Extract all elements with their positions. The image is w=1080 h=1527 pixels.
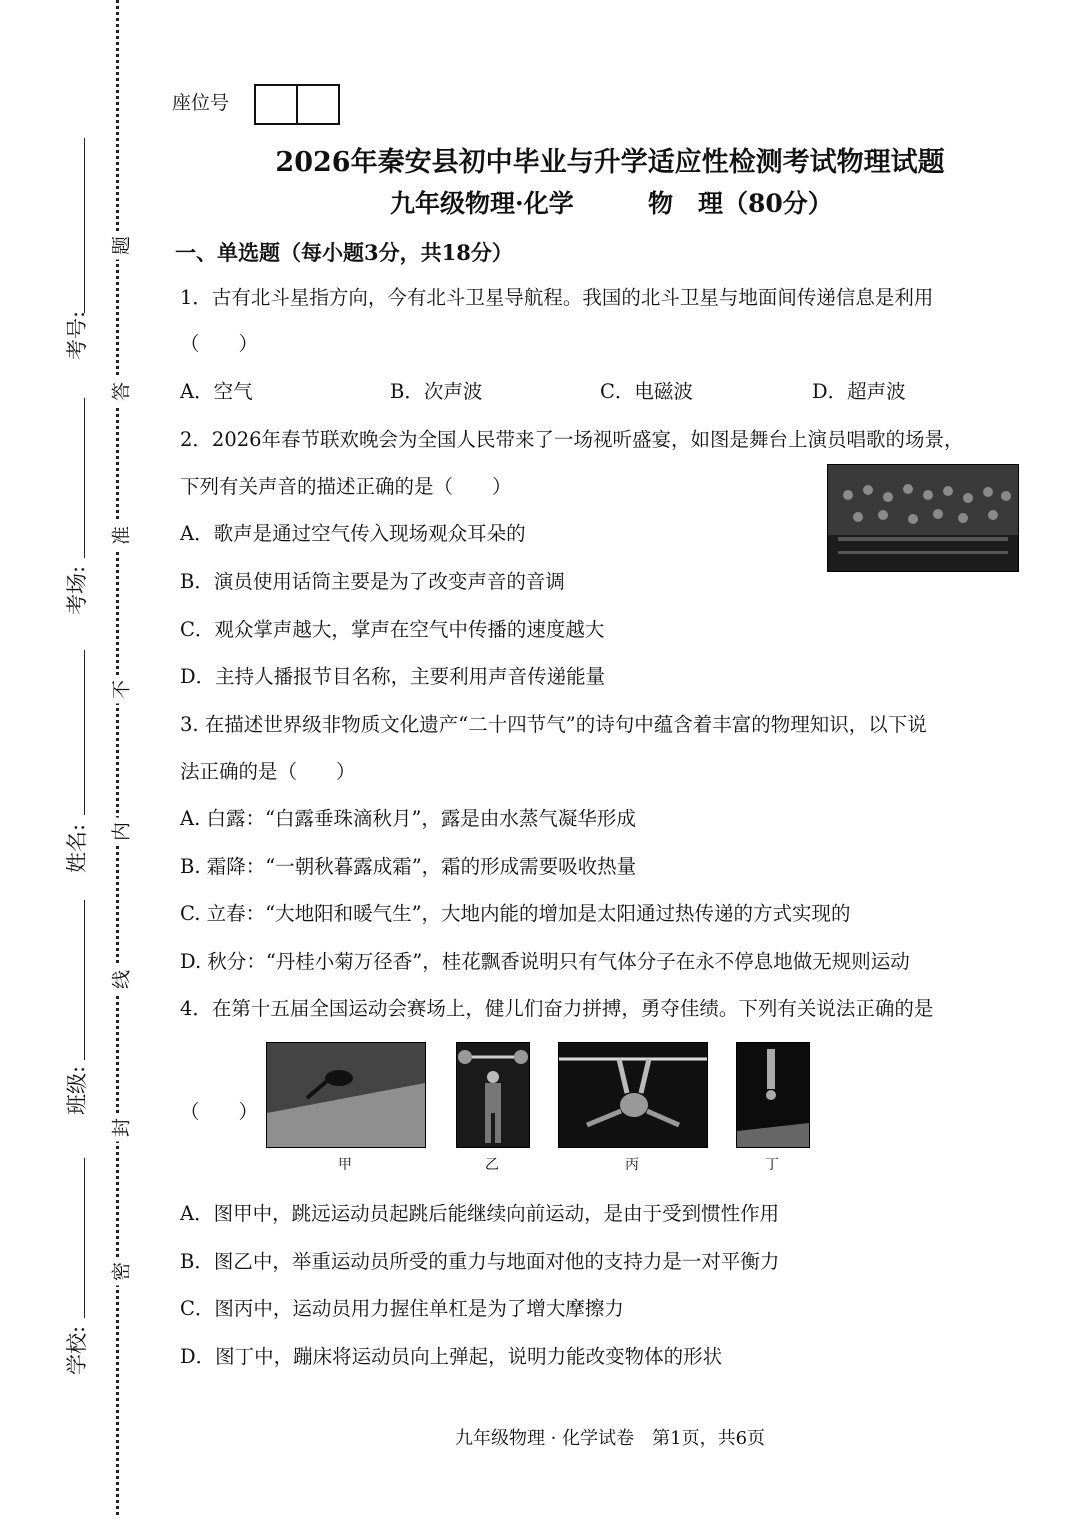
q2-stem-line1: 2．2026年春节联欢晚会为全国人民带来了一场视听盛宴，如图是舞台上演员唱歌的场景， [180, 428, 964, 451]
exam-room-label: 考场: [65, 565, 89, 615]
section-title: 一、单选题（每小题3分，共18分） [175, 240, 513, 265]
seat-box-2[interactable] [296, 84, 340, 125]
q3-option-c: C. 立春：“大地阳和暖气生”，大地内能的增加是太阳通过热传递的方式实现的 [180, 902, 851, 925]
q2-option-c: C．观众掌声越大，掌声在空气中传播的速度越大 [180, 618, 605, 641]
weightlifting-illustration [457, 1043, 529, 1147]
name-blank[interactable] [84, 650, 85, 815]
caption-jia: 甲 [338, 1157, 352, 1173]
exam-number-blank[interactable] [84, 138, 85, 313]
photo-bing-high-bar [558, 1042, 708, 1148]
photo-ding-trampoline [736, 1042, 810, 1148]
q4-option-a: A．图甲中，跳远运动员起跳后能继续向前运动，是由于受到惯性作用 [180, 1202, 780, 1225]
school-blank[interactable] [84, 1158, 85, 1318]
page-footer: 九年级物理 · 化学试卷 第1页，共6页 [454, 1428, 766, 1449]
high-bar-illustration [559, 1043, 707, 1147]
q1-option-b: B．次声波 [390, 380, 483, 403]
exam-number-label: 考号: [65, 310, 89, 360]
photo-jia-long-jump [266, 1042, 426, 1148]
seal-char-da: 答 [107, 378, 134, 406]
q1-stem: 1．古有北斗星指方向，今有北斗卫星导航程。我国的北斗卫星与地面间传递信息是利用 [180, 286, 934, 309]
name-label: 姓名: [65, 823, 89, 873]
class-blank[interactable] [84, 900, 85, 1060]
q2-stem-line2: 下列有关声音的描述正确的是（ ） [180, 475, 512, 498]
q4-stem: 4．在第十五届全国运动会赛场上，健儿们奋力拼搏，勇夺佳绩。下列有关说法正确的是 [180, 997, 934, 1020]
seal-char-zhun: 准 [107, 522, 134, 550]
q1-option-c: C．电磁波 [600, 380, 693, 403]
q3-stem-line2: 法正确的是（ ） [180, 760, 356, 783]
long-jump-illustration [267, 1043, 425, 1147]
q1-option-a: A．空气 [180, 380, 253, 403]
q4-option-b: B．图乙中，举重运动员所受的重力与地面对他的支持力是一对平衡力 [180, 1250, 780, 1273]
photo-yi-weightlifting [456, 1042, 530, 1148]
exam-room-blank[interactable] [84, 398, 85, 558]
exam-subtitle-subject: 物 理（80分） [648, 189, 833, 218]
q1-blank: （ ） [180, 332, 259, 355]
stage-photo-illustration [828, 465, 1018, 571]
seal-char-mi: 密 [107, 1258, 134, 1286]
seat-box-1[interactable] [254, 84, 298, 125]
school-label: 学校: [65, 1325, 89, 1375]
seal-char-bu: 不 [107, 676, 134, 704]
q4-option-d: D．图丁中，蹦床将运动员向上弹起，说明力能改变物体的形状 [180, 1345, 723, 1368]
binding-dotted-line [116, 0, 119, 1515]
seal-char-xian: 线 [107, 966, 134, 994]
seal-char-nei: 内 [107, 818, 134, 846]
stage-photo [827, 464, 1019, 572]
q3-option-b: B. 霜降：“一朝秋暮露成霜”，霜的形成需要吸收热量 [180, 855, 637, 878]
seal-char-feng: 封 [107, 1114, 134, 1142]
class-label: 班级: [65, 1065, 89, 1115]
q2-option-a: A．歌声是通过空气传入现场观众耳朵的 [180, 522, 526, 545]
trampoline-illustration [737, 1043, 809, 1147]
seat-number-label: 座位号 [172, 92, 230, 114]
q3-option-d: D. 秋分：“丹桂小菊万径香”，桂花飘香说明只有气体分子在永不停息地做无规则运动 [180, 950, 910, 973]
q1-option-d: D．超声波 [812, 380, 906, 403]
q4-option-c: C．图丙中，运动员用力握住单杠是为了增大摩擦力 [180, 1297, 624, 1320]
q3-stem-line1: 3. 在描述世界级非物质文化遗产“二十四节气”的诗句中蕴含着丰富的物理知识，以下说 [180, 713, 927, 736]
q2-option-b: B．演员使用话筒主要是为了改变声音的音调 [180, 570, 565, 593]
caption-ding: 丁 [765, 1157, 779, 1173]
q4-blank: （ ） [180, 1100, 259, 1123]
seal-char-ti: 题 [107, 232, 134, 260]
exam-title: 2026年秦安县初中毕业与升学适应性检测考试物理试题 [275, 147, 945, 178]
caption-yi: 乙 [485, 1157, 499, 1173]
q3-option-a: A. 白露：“白露垂珠滴秋月”，露是由水蒸气凝华形成 [180, 807, 636, 830]
caption-bing: 丙 [625, 1157, 639, 1173]
q2-option-d: D．主持人播报节目名称，主要利用声音传递能量 [180, 665, 606, 688]
exam-subtitle-grade: 九年级物理·化学 [390, 189, 574, 218]
